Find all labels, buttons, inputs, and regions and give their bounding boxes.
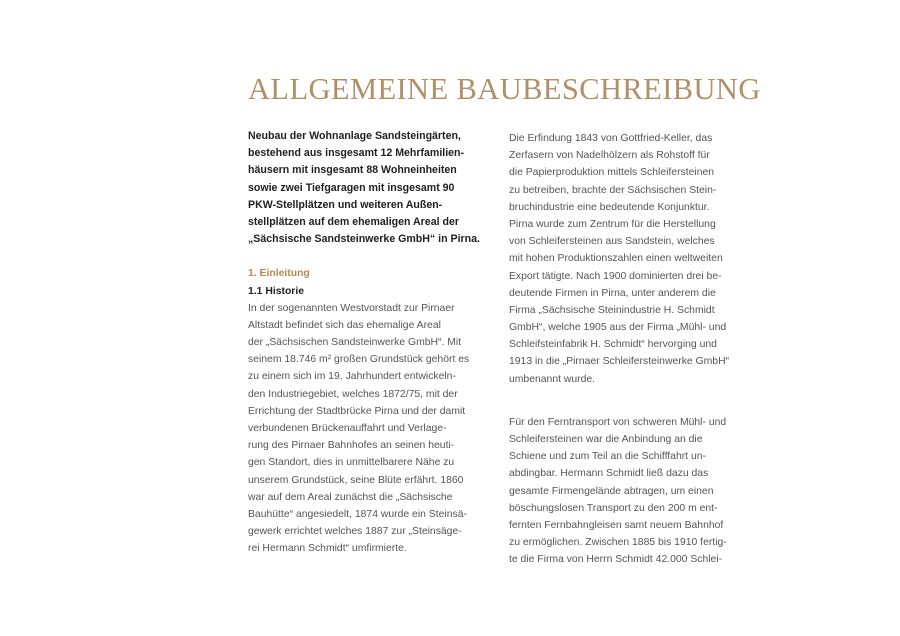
- page-title: ALLGEMEINE BAUBESCHREIBUNG: [248, 72, 761, 106]
- intro-line: sowie zwei Tiefgaragen mit insgesamt 90: [248, 181, 455, 194]
- body-line: gewerk errichtet welches 1887 zur „Steinsäge-: [248, 526, 462, 538]
- subsection-heading: 1.1 Historie: [248, 285, 305, 297]
- body-line: gesamte Firmengelände abtragen, um einen: [509, 485, 714, 497]
- body-line: zu betreiben, brachte der Sächsischen Stein-: [509, 184, 717, 196]
- intro-line: „Sächsische Sandsteinwerke GmbH“ in Pirna.: [248, 233, 480, 246]
- body-line: gen Standort, dies in unmittelbarere Nähe zu: [248, 457, 455, 469]
- body-line: böschungslosen Transport zu den 200 m ent-: [509, 502, 718, 514]
- body-line: zu einem sich im 19. Jahrhundert entwickeln-: [248, 371, 456, 383]
- spacer: [509, 388, 754, 414]
- body-line: der „Sächsischen Sandsteinwerke GmbH“. Mit: [248, 337, 462, 349]
- left-column: [248, 128, 493, 558]
- body-line: Schiene und zum Teil an die Schifffahrt un-: [509, 451, 706, 463]
- body-line: fernten Fernbahngleisen samt neuem Bahnhof: [509, 519, 724, 531]
- body-line: Bauhütte“ angesiedelt, 1874 wurde ein Steinsä-: [248, 508, 467, 520]
- body-line: Die Erfindung 1843 von Gottfried-Keller, das: [509, 133, 713, 144]
- body-line: die Papierproduktion mittels Schleifersteinen: [509, 167, 715, 179]
- body-line: mit hohen Produktionszahlen einen weltweiten: [509, 253, 723, 265]
- body-line: Export tätigte. Nach 1900 dominierten drei be-: [509, 270, 722, 282]
- body-line: rung des Pirnaer Bahnhofes an seinen heuti-: [248, 440, 455, 452]
- body-line: verbundenen Brückenauffahrt und Verlage-: [248, 423, 447, 434]
- body-line: Pirna wurde zum Zentrum für die Herstellung: [509, 218, 716, 230]
- body-line: zu ermöglichen. Zwischen 1885 bis 1910 fertig-: [509, 537, 727, 549]
- body-line: 1913 in die „Pirnaer Schleifersteinwerke GmbH“: [509, 356, 730, 368]
- body-line: te die Firma von Herrn Schmidt 42.000 Schlei-: [509, 554, 723, 566]
- intro-paragraph: [248, 128, 493, 248]
- spacer: [248, 248, 493, 265]
- body-line: rei Hermann Schmidt“ umfirmierte.: [248, 543, 407, 555]
- body-line: Für den Ferntransport von schweren Mühl- und: [509, 416, 727, 428]
- body-line: unserem Grundstück, seine Blüte erfährt. 1860: [248, 474, 464, 486]
- body-line: umbenannt wurde.: [509, 373, 596, 385]
- body-line: abdingbar. Hermann Schmidt ließ dazu das: [509, 468, 709, 480]
- invention-paragraph: [509, 130, 754, 388]
- body-line: von Schleifersteinen aus Sandstein, welches: [509, 236, 715, 248]
- history-paragraph: [248, 300, 493, 558]
- body-line: deutende Firmen in Pirna, unter anderem die: [509, 287, 716, 299]
- body-line: Altstadt befindet sich das ehemalige Areal: [248, 319, 441, 331]
- section-heading: 1. Einleitung: [248, 268, 310, 280]
- body-line: Zerfasern von Nadelhölzern als Rohstoff für: [509, 150, 710, 162]
- intro-line: häusern mit insgesamt 88 Wohneinheiten: [248, 164, 457, 177]
- body-line: den Industriegebiet, welches 1872/75, mit der: [248, 388, 458, 400]
- right-column: [509, 130, 754, 569]
- transport-paragraph: [509, 414, 754, 569]
- intro-line: stellplätzen auf dem ehemaligen Areal der: [248, 215, 459, 228]
- body-line: Firma „Sächsische Steinindustrie H. Schmidt: [509, 304, 715, 316]
- body-line: war auf dem Areal zunächst die „Sächsische: [248, 491, 453, 503]
- body-line: Errichtung der Stadtbrücke Pirna und der damit: [248, 405, 466, 417]
- intro-line: Neubau der Wohnanlage Sandsteingärten,: [248, 130, 461, 142]
- body-line: bruchindustrie eine bedeutende Konjunktur.: [509, 201, 710, 213]
- body-line: Schleifsteinfabrik H. Schmidt“ hervorging und: [509, 339, 717, 351]
- body-line: In der sogenannten Westvorstadt zur Pirnaer: [248, 302, 455, 314]
- body-line: Schleifersteinen war die Anbindung an die: [509, 434, 703, 445]
- body-line: GmbH“, welche 1905 aus der Firma „Mühl- und: [509, 322, 727, 334]
- body-line: seinem 18.746 m² großen Grundstück gehört es: [248, 354, 470, 366]
- intro-line: PKW-Stellplätzen und weiteren Außen-: [248, 198, 443, 211]
- intro-line: bestehend aus insgesamt 12 Mehrfamilien-: [248, 147, 465, 160]
